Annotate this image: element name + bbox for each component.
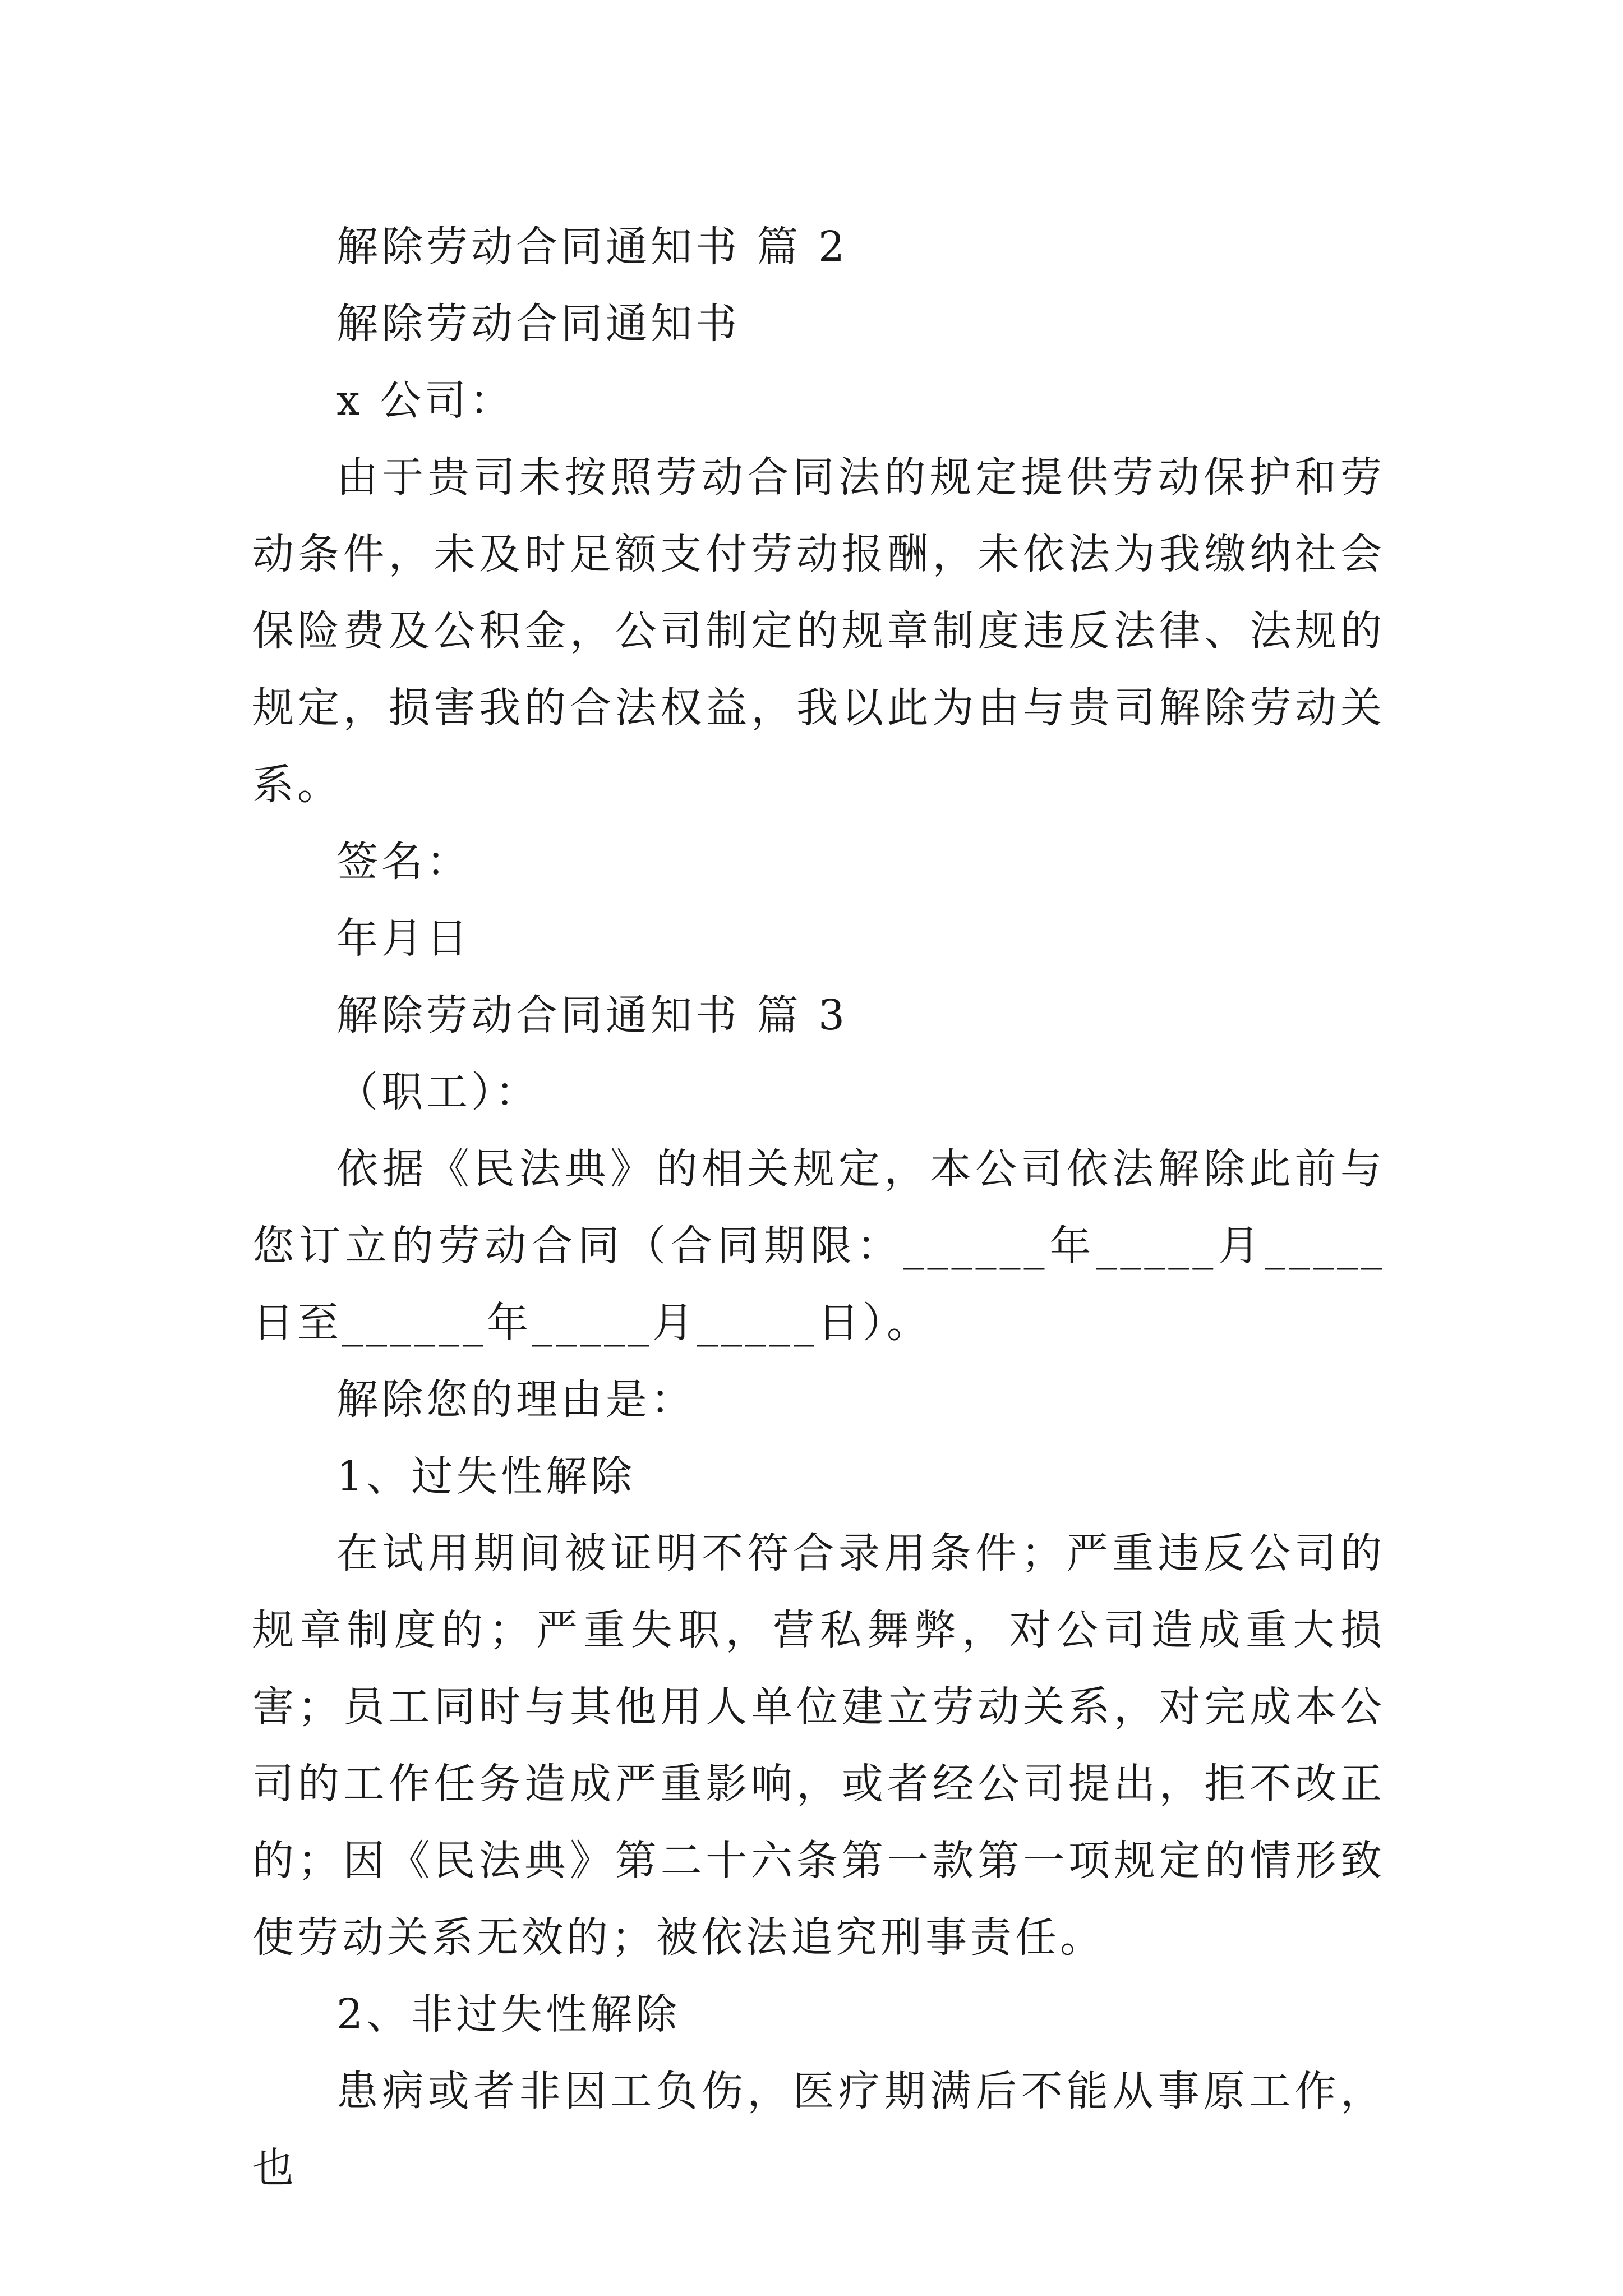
addressee-company: x 公司： <box>336 376 515 425</box>
addressee-employee: （职工）： <box>336 1068 540 1116</box>
reasons-intro: 解除您的理由是： <box>336 1375 695 1424</box>
body-paragraph-termination: 依据《民法典》的相关规定，本公司依法解除此前与您订立的劳动合同（合同期限：______年_____月_____日至______年_____月_____日）。 <box>252 1145 1385 1347</box>
notice-title: 解除劳动合同通知书 <box>336 300 740 348</box>
section-heading-part-3: 解除劳动合同通知书 篇 3 <box>336 991 849 1039</box>
body-paragraph-non-fault: 患病或者非因工负伤，医疗期满后不能从事原工作，也 <box>252 2067 1385 2192</box>
section-heading-part-2: 解除劳动合同通知书 篇 2 <box>336 223 849 271</box>
subheading-fault-termination: 1、过失性解除 <box>336 1452 636 1501</box>
date-line: 年月日 <box>336 914 471 963</box>
body-paragraph-fault: 在试用期间被证明不符合录用条件；严重违反公司的规章制度的；严重失职，营私舞弊，对公司造成重大损害；员工同时与其他用人单位建立劳动关系，对完成本公司的工作任务造成严重影响，或者经公司提出，拒不改正的；因《民法典》第二十六条第一款第一项规定的情形致使劳动关系无效的；被依法追究刑事责任。 <box>252 1529 1385 1962</box>
signature-line: 签名： <box>336 838 471 886</box>
body-paragraph-reason: 由于贵司未按照劳动合同法的规定提供劳动保护和劳动条件，未及时足额支付劳动报酬，未依法为我缴纳社会保险费及公积金，公司制定的规章制度违反法律、法规的规定，损害我的合法权益，我以此为由与贵司解除劳动关系。 <box>252 453 1385 809</box>
subheading-non-fault-termination: 2、非过失性解除 <box>336 1990 681 2039</box>
document-body <box>252 209 1385 2207</box>
